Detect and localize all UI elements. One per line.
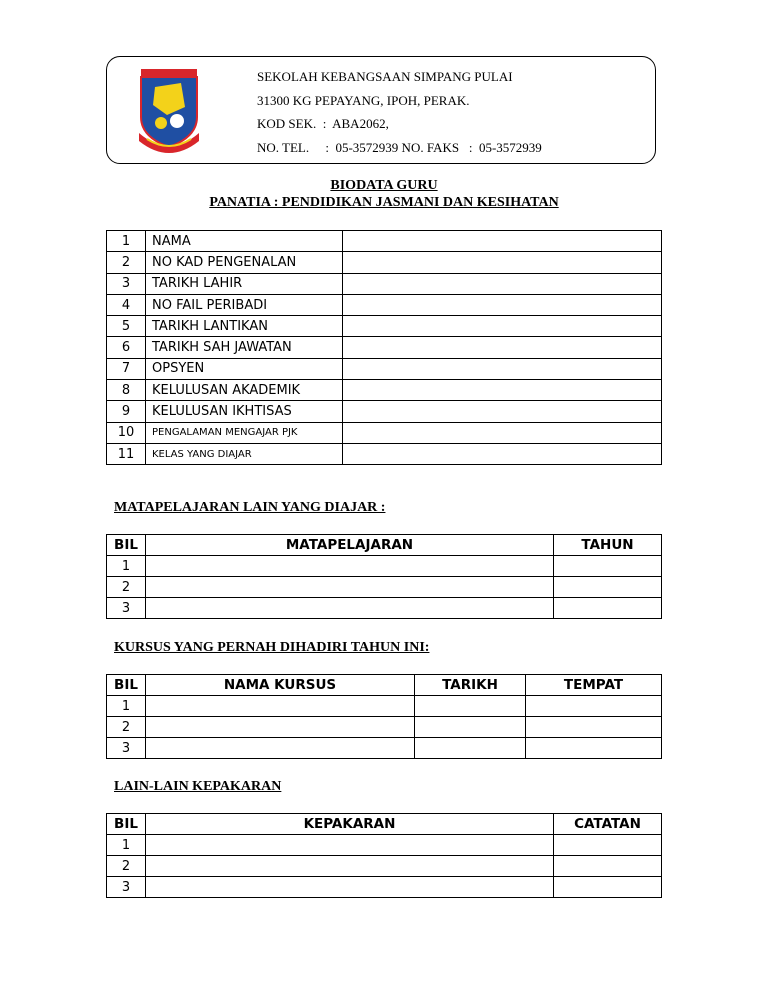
field-label: KELULUSAN AKADEMIK xyxy=(146,380,343,401)
entry-cell[interactable] xyxy=(146,696,415,717)
field-label: TARIKH LANTIKAN xyxy=(146,316,343,337)
table-row xyxy=(107,738,662,759)
row-number: 1 xyxy=(107,231,146,252)
table-row xyxy=(107,877,662,898)
entry-cell[interactable] xyxy=(526,717,662,738)
subjects-section-title: MATAPELAJARAN LAIN YANG DIAJAR : xyxy=(114,500,386,515)
column-header-nama-kursus: NAMA KURSUS xyxy=(146,675,415,696)
entry-cell[interactable] xyxy=(146,877,554,898)
row-number: 3 xyxy=(107,273,146,294)
table-row xyxy=(107,598,662,619)
row-number: 3 xyxy=(107,738,146,759)
field-label: OPSYEN xyxy=(146,358,343,379)
field-value-cell[interactable] xyxy=(343,380,662,401)
field-label: KELAS YANG DIAJAR xyxy=(146,443,343,464)
entry-cell[interactable] xyxy=(146,598,554,619)
row-number: 2 xyxy=(107,577,146,598)
entry-cell[interactable] xyxy=(415,738,526,759)
row-number: 3 xyxy=(107,598,146,619)
biodata-row xyxy=(107,316,662,337)
field-label: TARIKH SAH JAWATAN xyxy=(146,337,343,358)
row-number: 8 xyxy=(107,380,146,401)
row-number: 2 xyxy=(107,252,146,273)
biodata-table xyxy=(106,230,662,465)
row-number: 5 xyxy=(107,316,146,337)
entry-cell[interactable] xyxy=(146,577,554,598)
table-row xyxy=(107,717,662,738)
table-row xyxy=(107,577,662,598)
column-header-kepakaran: KEPAKARAN xyxy=(146,814,554,835)
field-label: NAMA xyxy=(146,231,343,252)
expertise-table xyxy=(106,813,662,898)
entry-cell[interactable] xyxy=(526,738,662,759)
row-number: 1 xyxy=(107,696,146,717)
column-header-bil: BIL xyxy=(107,814,146,835)
table-row xyxy=(107,835,662,856)
row-number: 6 xyxy=(107,337,146,358)
row-number: 9 xyxy=(107,401,146,422)
table-row xyxy=(107,856,662,877)
courses-table xyxy=(106,674,662,759)
field-value-cell[interactable] xyxy=(343,231,662,252)
entry-cell[interactable] xyxy=(554,856,662,877)
field-value-cell[interactable] xyxy=(343,294,662,315)
entry-cell[interactable] xyxy=(415,717,526,738)
subjects-table xyxy=(106,534,662,619)
school-header xyxy=(106,56,656,164)
column-header-bil: BIL xyxy=(107,535,146,556)
biodata-row xyxy=(107,358,662,379)
entry-cell[interactable] xyxy=(554,598,662,619)
field-value-cell[interactable] xyxy=(343,273,662,294)
field-value-cell[interactable] xyxy=(343,337,662,358)
field-value-cell[interactable] xyxy=(343,401,662,422)
column-header-bil: BIL xyxy=(107,675,146,696)
field-label: KELULUSAN IKHTISAS xyxy=(146,401,343,422)
biodata-row xyxy=(107,422,662,443)
row-number: 1 xyxy=(107,835,146,856)
school-crest-icon xyxy=(137,67,201,155)
school-phone: NO. TEL. : 05-3572939 NO. FAKS : 05-3572939 xyxy=(257,139,542,155)
entry-cell[interactable] xyxy=(415,696,526,717)
school-info xyxy=(257,65,542,159)
entry-cell[interactable] xyxy=(146,717,415,738)
column-header-tarikh: TARIKH xyxy=(415,675,526,696)
column-header-tahun: TAHUN xyxy=(554,535,662,556)
column-header-catatan: CATATAN xyxy=(554,814,662,835)
field-label: PENGALAMAN MENGAJAR PJK xyxy=(146,422,343,443)
field-value-cell[interactable] xyxy=(343,422,662,443)
entry-cell[interactable] xyxy=(146,835,554,856)
entry-cell[interactable] xyxy=(554,835,662,856)
row-number: 4 xyxy=(107,294,146,315)
biodata-row xyxy=(107,252,662,273)
courses-section-title: KURSUS YANG PERNAH DIHADIRI TAHUN INI: xyxy=(114,640,430,655)
row-number: 2 xyxy=(107,856,146,877)
entry-cell[interactable] xyxy=(554,877,662,898)
entry-cell[interactable] xyxy=(146,556,554,577)
column-header-matapelajaran: MATAPELAJARAN xyxy=(146,535,554,556)
field-label: TARIKH LAHIR xyxy=(146,273,343,294)
row-number: 2 xyxy=(107,717,146,738)
table-row xyxy=(107,556,662,577)
field-value-cell[interactable] xyxy=(343,358,662,379)
school-code: KOD SEK. : ABA2062, xyxy=(257,116,389,131)
column-header-tempat: TEMPAT xyxy=(526,675,662,696)
entry-cell[interactable] xyxy=(554,556,662,577)
entry-cell[interactable] xyxy=(526,696,662,717)
table-row xyxy=(107,696,662,717)
field-label: NO KAD PENGENALAN xyxy=(146,252,343,273)
field-label: NO FAIL PERIBADI xyxy=(146,294,343,315)
row-number: 3 xyxy=(107,877,146,898)
biodata-row xyxy=(107,443,662,464)
entry-cell[interactable] xyxy=(146,738,415,759)
entry-cell[interactable] xyxy=(554,577,662,598)
entry-cell[interactable] xyxy=(146,856,554,877)
document-subtitle: PANATIA : PENDIDIKAN JASMANI DAN KESIHATAN xyxy=(209,195,559,210)
row-number: 11 xyxy=(107,443,146,464)
biodata-row xyxy=(107,231,662,252)
expertise-section-title: LAIN-LAIN KEPAKARAN xyxy=(114,779,282,794)
biodata-row xyxy=(107,294,662,315)
document-title: BIODATA GURU xyxy=(330,178,438,193)
field-value-cell[interactable] xyxy=(343,316,662,337)
row-number: 1 xyxy=(107,556,146,577)
biodata-row xyxy=(107,273,662,294)
biodata-row xyxy=(107,380,662,401)
row-number: 10 xyxy=(107,422,146,443)
school-address: 31300 KG PEPAYANG, IPOH, PERAK. xyxy=(257,92,470,108)
biodata-row xyxy=(107,337,662,358)
biodata-row xyxy=(107,401,662,422)
school-name: SEKOLAH KEBANGSAAN SIMPANG PULAI xyxy=(257,69,513,84)
row-number: 7 xyxy=(107,358,146,379)
field-value-cell[interactable] xyxy=(343,443,662,464)
field-value-cell[interactable] xyxy=(343,252,662,273)
